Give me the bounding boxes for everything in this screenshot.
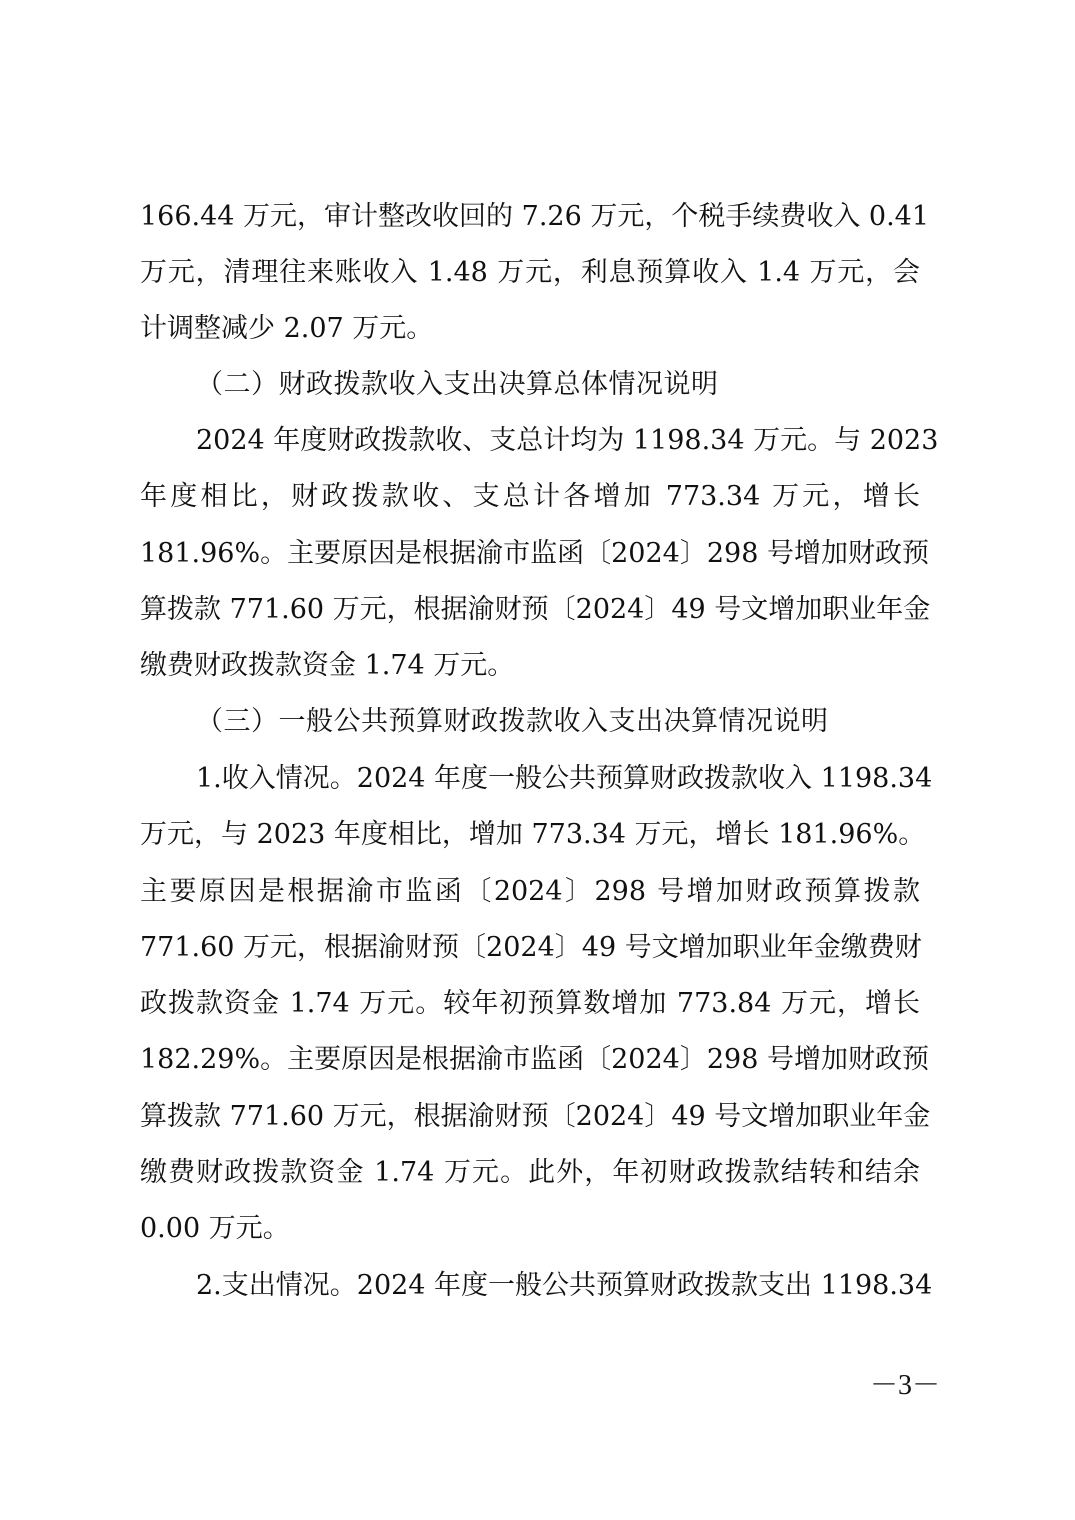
text-line-2: 万元，清理往来账收入 1.48 万元，利息预算收入 1.4 万元，会 [140, 257, 920, 288]
text-line-16: 182.29%。主要原因是根据渝市监函〔2024〕298 号增加财政预 [140, 1044, 929, 1075]
page-number: －3－ [870, 1370, 941, 1401]
text-line-11: 1.收入情况。2024 年度一般公共预算财政拨款收入 1198.34 [196, 763, 933, 794]
text-line-5: 2024 年度财政拨款收、支总计均为 1198.34 万元。与 2023 [196, 425, 939, 456]
section-heading-3: （三）一般公共预算财政拨款收入支出决算情况说明 [196, 706, 829, 737]
text-line-8: 算拨款 771.60 万元，根据渝财预〔2024〕49 号文增加职业年金 [140, 594, 931, 625]
text-line-6: 年度相比，财政拨款收、支总计各增加 773.34 万元，增长 [140, 481, 920, 512]
text-line-7: 181.96%。主要原因是根据渝市监函〔2024〕298 号增加财政预 [140, 538, 929, 569]
text-line-15: 政拨款资金 1.74 万元。较年初预算数增加 773.84 万元，增长 [140, 988, 920, 1019]
text-line-19: 0.00 万元。 [140, 1213, 290, 1244]
section-heading-2: （二）财政拨款收入支出决算总体情况说明 [196, 369, 719, 400]
text-line-20: 2.支出情况。2024 年度一般公共预算财政拨款支出 1198.34 [196, 1270, 933, 1301]
text-line-14: 771.60 万元，根据渝财预〔2024〕49 号文增加职业年金缴费财 [140, 932, 922, 963]
text-line-13: 主要原因是根据渝市监函〔2024〕298 号增加财政预算拨款 [140, 876, 920, 907]
text-line-12: 万元，与 2023 年度相比，增加 773.34 万元，增长 181.96%。 [140, 819, 926, 850]
text-line-18: 缴费财政拨款资金 1.74 万元。此外，年初财政拨款结转和结余 [140, 1157, 920, 1188]
text-line-17: 算拨款 771.60 万元，根据渝财预〔2024〕49 号文增加职业年金 [140, 1101, 931, 1132]
text-line-1: 166.44 万元，审计整改收回的 7.26 万元，个税手续费收入 0.41 [140, 201, 930, 232]
text-line-3: 计调整减少 2.07 万元。 [140, 313, 434, 344]
text-line-9: 缴费财政拨款资金 1.74 万元。 [140, 650, 515, 681]
